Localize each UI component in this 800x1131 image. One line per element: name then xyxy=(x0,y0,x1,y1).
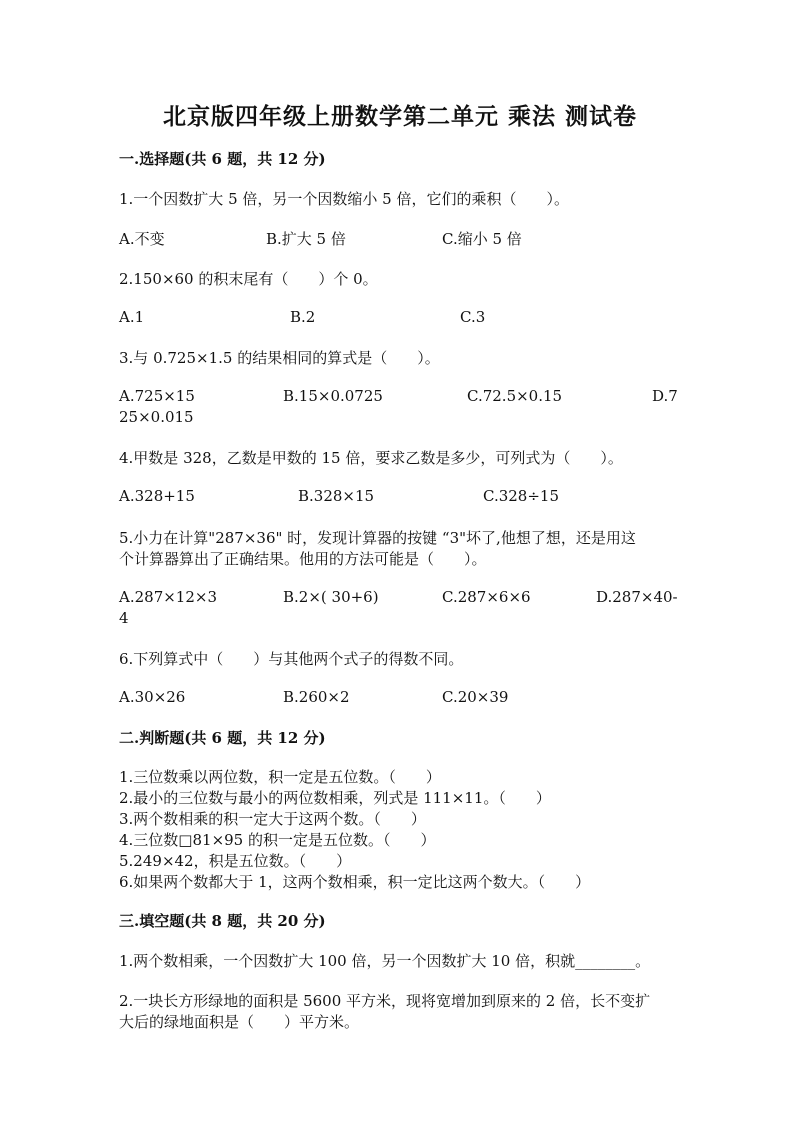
question-6-option-a: A.30×26 xyxy=(119,688,186,706)
question-4-option-a: A.328+15 xyxy=(119,487,195,505)
section-heading-judgement: 二.判断题(共 6 题，共 12 分) xyxy=(119,729,326,747)
page-title: 北京版四年级上册数学第二单元 乘法 测试卷 xyxy=(162,103,637,130)
judgement-item-1: 1.三位数乘以两位数，积一定是五位数。（ ） xyxy=(119,768,441,786)
question-2-text: 2.150×60 的积末尾有（ ）个 0。 xyxy=(119,270,378,288)
section-heading-choice: 一.选择题(共 6 题，共 12 分) xyxy=(119,150,326,168)
question-3-option-d: D.7 xyxy=(652,387,678,405)
question-3-option-c: C.72.5×0.15 xyxy=(467,387,563,405)
question-5-option-b: B.2×( 30+6) xyxy=(283,588,379,606)
section-heading-fill-blank: 三.填空题(共 8 题，共 20 分) xyxy=(119,912,326,930)
question-1-text: 1.一个因数扩大 5 倍，另一个因数缩小 5 倍，它们的乘积（ ）。 xyxy=(119,190,569,208)
question-5-text: 5.小力在计算"287×36" 时，发现计算器的按键 “3"坏了,他想了想，还是用这 xyxy=(119,529,636,547)
question-5-text-line2: 个计算器算出了正确结果。他用的方法可能是（ ）。 xyxy=(119,550,487,568)
question-6-text: 6.下列算式中（ ）与其他两个式子的得数不同。 xyxy=(119,650,464,668)
question-1-option-c: C.缩小 5 倍 xyxy=(442,230,522,248)
question-2-option-a: A.1 xyxy=(119,308,145,326)
question-5-option-c: C.287×6×6 xyxy=(442,588,531,606)
fill-blank-item-2-line2: 大后的绿地面积是（ ）平方米。 xyxy=(119,1013,360,1031)
question-6-option-b: B.260×2 xyxy=(283,688,350,706)
question-3-option-d-continued: 25×0.015 xyxy=(119,408,194,426)
question-6-option-c: C.20×39 xyxy=(442,688,509,706)
fill-blank-item-2: 2.一块长方形绿地的面积是 5600 平方米，现将宽增加到原来的 2 倍，长不变扩 xyxy=(119,992,651,1010)
fill-blank-item-1: 1.两个数相乘，一个因数扩大 100 倍，另一个因数扩大 10 倍，积就________。 xyxy=(119,952,651,970)
question-5-option-d: D.287×40- xyxy=(596,588,678,606)
judgement-item-2: 2.最小的三位数与最小的两位数相乘，列式是 111×11。（ ） xyxy=(119,789,551,807)
question-3-option-a: A.725×15 xyxy=(119,387,195,405)
question-5-option-a: A.287×12×3 xyxy=(119,588,217,606)
question-2-option-b: B.2 xyxy=(290,308,316,326)
question-3-text: 3.与 0.725×1.5 的结果相同的算式是（ ）。 xyxy=(119,349,440,367)
question-5-option-d-continued: 4 xyxy=(119,609,129,627)
question-2-option-c: C.3 xyxy=(460,308,486,326)
judgement-item-3: 3.两个数相乘的积一定大于这两个数。（ ） xyxy=(119,810,426,828)
question-4-option-b: B.328×15 xyxy=(298,487,375,505)
question-1-option-b: B.扩大 5 倍 xyxy=(266,230,346,248)
judgement-item-5: 5.249×42，积是五位数。（ ） xyxy=(119,852,352,870)
question-4-option-c: C.328÷15 xyxy=(483,487,559,505)
judgement-item-4: 4.三位数□81×95 的积一定是五位数。（ ） xyxy=(119,831,436,849)
judgement-item-6: 6.如果两个数都大于 1，这两个数相乘，积一定比这两个数大。（ ） xyxy=(119,873,591,891)
question-1-option-a: A.不变 xyxy=(119,230,165,248)
question-3-option-b: B.15×0.0725 xyxy=(283,387,383,405)
question-4-text: 4.甲数是 328，乙数是甲数的 15 倍，要求乙数是多少，可列式为（ ）。 xyxy=(119,449,623,467)
